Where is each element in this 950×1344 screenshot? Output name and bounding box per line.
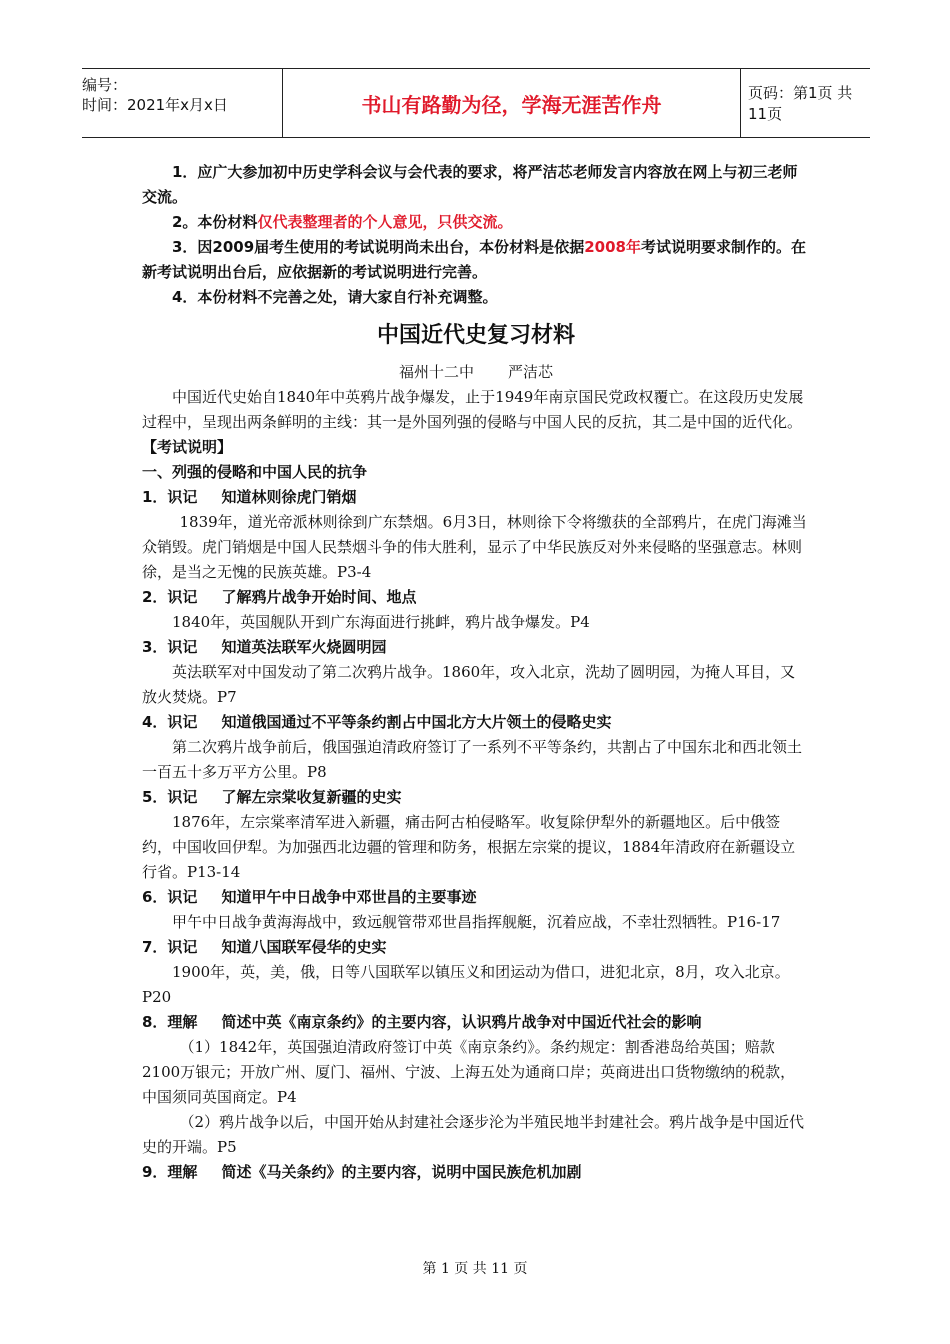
item-heading: 7．识记 知道八国联军侵华的史实: [142, 938, 387, 956]
page-title: 中国近代史复习材料: [376, 323, 575, 348]
item-heading: 2．识记 了解鸦片战争开始时间、地点: [142, 588, 417, 606]
section-heading: 一、列强的侵略和中国人民的抗争: [142, 463, 368, 481]
item-heading: 8．理解 简述中英《南京条约》的主要内容，认识鸦片战争对中国近代社会的影响: [142, 1013, 702, 1031]
item-body: 1876年，左宗棠率清军进入新疆，痛击阿古柏侵略军。收复除伊犁外的新疆地区。后中俄签约，中国收回伊犁。为加强西北边疆的管理和防务，根据左宗棠的提议，1884年清政府在新疆设立行省。P13-14: [142, 813, 796, 881]
item-heading: 5．识记 了解左宗棠收复新疆的史实: [142, 788, 402, 806]
note-1: 1．应广大参加初中历史学科会议与会代表的要求，将严洁芯老师发言内容放在网上与初三老师交流。: [142, 163, 798, 206]
note-2: 2。本份材料仅代表整理者的个人意见，只供交流。: [172, 213, 513, 231]
note-4: 4．本份材料不完善之处，请大家自行补充调整。: [172, 288, 498, 306]
note-3: 3．因2009届考生使用的考试说明尚未出台，本份材料是依据2008年考试说明要求制作的。在新考试说明出台后，应依据新的考试说明进行完善。: [142, 238, 806, 281]
item-heading: 3．识记 知道英法联军火烧圆明园: [142, 638, 387, 656]
exam-heading: 【考试说明】: [142, 438, 233, 456]
code-label: 编号：: [82, 76, 128, 94]
author-line: [142, 360, 810, 385]
school-name: 福州十二中: [398, 363, 474, 381]
header-page-info: 页码：第1页 共11页: [748, 84, 853, 123]
item-heading: 4．识记 知道俄国通过不平等条约割占中国北方大片领土的侵略史实: [142, 713, 612, 731]
item-body: 1900年，英，美，俄，日等八国联军以镇压义和团运动为借口，进犯北京，8月，攻入北京。P20: [142, 963, 790, 1006]
item-body: 1839年，道光帝派林则徐到广东禁烟。6月3日，林则徐下令将缴获的全部鸦片，在虎门海滩当众销毁。虎门销烟是中国人民禁烟斗争的伟大胜利，显示了中华民族反对外来侵略的坚强意志。林则徐，是当之无愧的民族英雄。P3-4: [142, 513, 807, 581]
item-body: 第二次鸦片战争前后，俄国强迫清政府签订了一系列不平等条约，共割占了中国东北和西北领土一百五十多万平方公里。P8: [142, 738, 803, 781]
item-body: 甲午中日战争黄海海战中，致远舰管带邓世昌指挥舰艇，沉着应战，不幸壮烈牺牲。P16-17: [172, 913, 781, 931]
author-name: 严洁芯: [508, 363, 554, 381]
item-heading: 9．理解 简述《马关条约》的主要内容，说明中国民族危机加剧: [142, 1163, 582, 1181]
header-divider: [740, 69, 741, 137]
page-footer: 第 1 页 共 11 页: [422, 1261, 528, 1277]
document-body: [142, 160, 810, 1185]
item-body: 英法联军对中国发动了第二次鸦片战争。1860年，攻入北京，洗劫了圆明园，为掩人耳目，又放火焚烧。P7: [142, 663, 796, 706]
header-meta: [82, 69, 282, 137]
intro-paragraph: 中国近代史始自1840年中英鸦片战争爆发，止于1949年南京国民党政权覆亡。在这段历史发展过程中，呈现出两条鲜明的主线：其一是外国列强的侵略与中国人民的反抗，其二是中国的近代化。: [142, 388, 804, 431]
header-motto: 书山有路勤为径，学海无涯苦作舟: [361, 92, 662, 117]
item-heading: 6．识记 知道甲午中日战争中邓世昌的主要事迹: [142, 888, 477, 906]
item-heading: 1．识记 知道林则徐虎门销烟: [142, 488, 357, 506]
date-label: 时间：2021年x月x日: [82, 96, 228, 114]
item-body: 1840年，英国舰队开到广东海面进行挑衅，鸦片战争爆发。P4: [172, 613, 590, 631]
item-body: （2）鸦片战争以后，中国开始从封建社会逐步沦为半殖民地半封建社会。鸦片战争是中国近代史的开端。P5: [142, 1113, 805, 1156]
item-body: （1）1842年，英国强迫清政府签订中英《南京条约》。条约规定：割香港岛给英国；赔款2100万银元；开放广州、厦门、福州、宁波、上海五处为通商口岸；英商进出口货物缴纳的税款，中国须同英国商定。P4: [142, 1038, 796, 1106]
page-header: [82, 68, 870, 138]
